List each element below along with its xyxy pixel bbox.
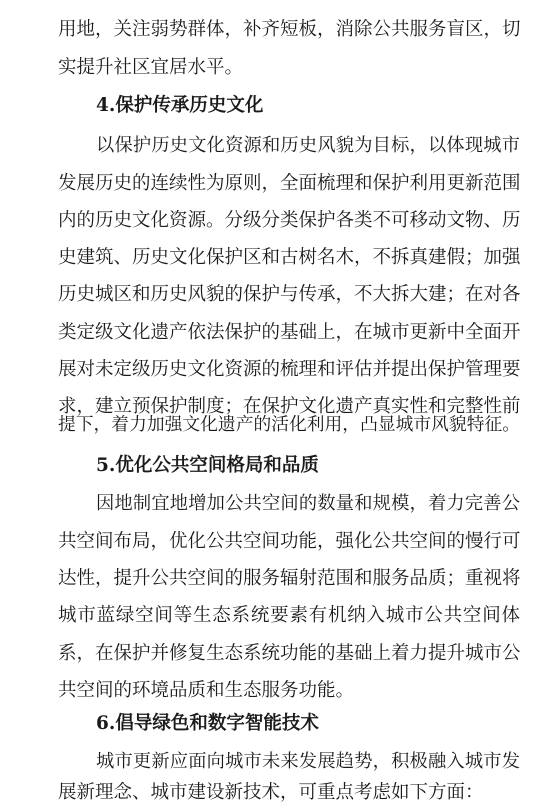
paragraph-line: 历史城区和历史风貌的保护与传承，不大拆大建；在对各 <box>58 284 521 305</box>
paragraph-line: 达性，提升公共空间的服务辐射范围和服务品质；重视将 <box>58 568 521 589</box>
paragraph-line: 因地制宜地增加公共空间的数量和规模，着力完善公 <box>96 493 520 514</box>
section-heading: 6.倡导绿色和数字智能技术 <box>96 713 319 734</box>
paragraph-line: 类定级文化遗产依法保护的基础上，在城市更新中全面开 <box>58 322 521 343</box>
paragraph-line: 城市蓝绿空间等生态系统要素有机纳入城市公共空间体 <box>58 605 520 626</box>
paragraph-line: 用地，关注弱势群体，补齐短板，消除公共服务盲区，切 <box>58 19 521 40</box>
paragraph-line: 系，在保护并修复生态系统功能的基础上着力提升城市公 <box>58 643 521 664</box>
paragraph-line: 提下，着力加强文化遗产的活化利用，凸显城市风貌特征。 <box>58 415 520 435</box>
paragraph-line: 共空间的环境品质和生态服务功能。 <box>58 680 355 701</box>
paragraph-line: 实提升社区宜居水平。 <box>58 57 244 78</box>
paragraph-line: 史建筑、历史文化保护区和古树名木，不拆真建假；加强 <box>58 247 521 268</box>
paragraph-line: 内的历史文化资源。分级分类保护各类不可移动文物、历 <box>58 210 521 231</box>
section-heading: 4.保护传承历史文化 <box>96 95 264 116</box>
paragraph-line: 展对未定级历史文化资源的梳理和评估并提出保护管理要 <box>58 359 521 380</box>
paragraph-line: 城市更新应面向城市未来发展趋势，积极融入城市发 <box>96 751 520 772</box>
paragraph-line: 发展历史的连续性为原则，全面梳理和保护利用更新范围 <box>58 173 521 194</box>
paragraph-line: 求，建立预保护制度；在保护文化遗产真实性和完整性前 <box>58 396 521 417</box>
paragraph-line: 共空间布局，优化公共空间功能，强化公共空间的慢行可 <box>58 531 521 552</box>
paragraph-line: 展新理念、城市建设新技术，可重点考虑如下方面： <box>58 782 484 803</box>
paragraph-line: 以保护历史文化资源和历史风貌为目标，以体现城市 <box>96 135 520 156</box>
section-heading: 5.优化公共空间格局和品质 <box>96 455 319 476</box>
